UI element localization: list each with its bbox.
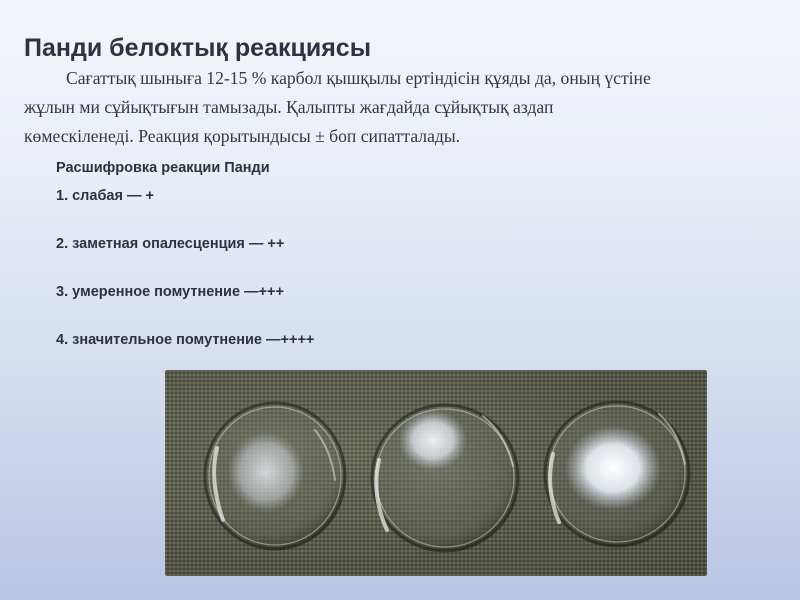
decoding-title: Расшифровка реакции Панди (56, 160, 270, 176)
drop-3 (545, 402, 689, 546)
decoding-item-1: 1. слабая — + (56, 188, 154, 204)
decoding-item-3: 3. умеренное помутнение —+++ (56, 284, 284, 300)
decoding-item-4: 4. значительное помутнение —++++ (56, 332, 315, 348)
slide-title: Панди белоктық реакциясы (24, 34, 372, 62)
intro-paragraph (24, 64, 784, 151)
reaction-photo-drawing (165, 370, 707, 576)
intro-line-2: жұлын ми сұйықтығын тамызады. Қалыпты жағдайда сұйықтық аздап (24, 97, 554, 117)
decoding-item-2: 2. заметная опалесценция — ++ (56, 236, 285, 252)
drop-2 (372, 405, 518, 551)
drop-1 (205, 403, 345, 549)
reaction-photo (165, 370, 707, 576)
intro-line-1: Сағаттық шыныға 12-15 % карбол қышқылы ертіндісін құяды да, оның үстіне (66, 68, 651, 88)
intro-line-3: көмескіленеді. Реакция қорытындысы ± боп сипатталады. (24, 126, 461, 146)
